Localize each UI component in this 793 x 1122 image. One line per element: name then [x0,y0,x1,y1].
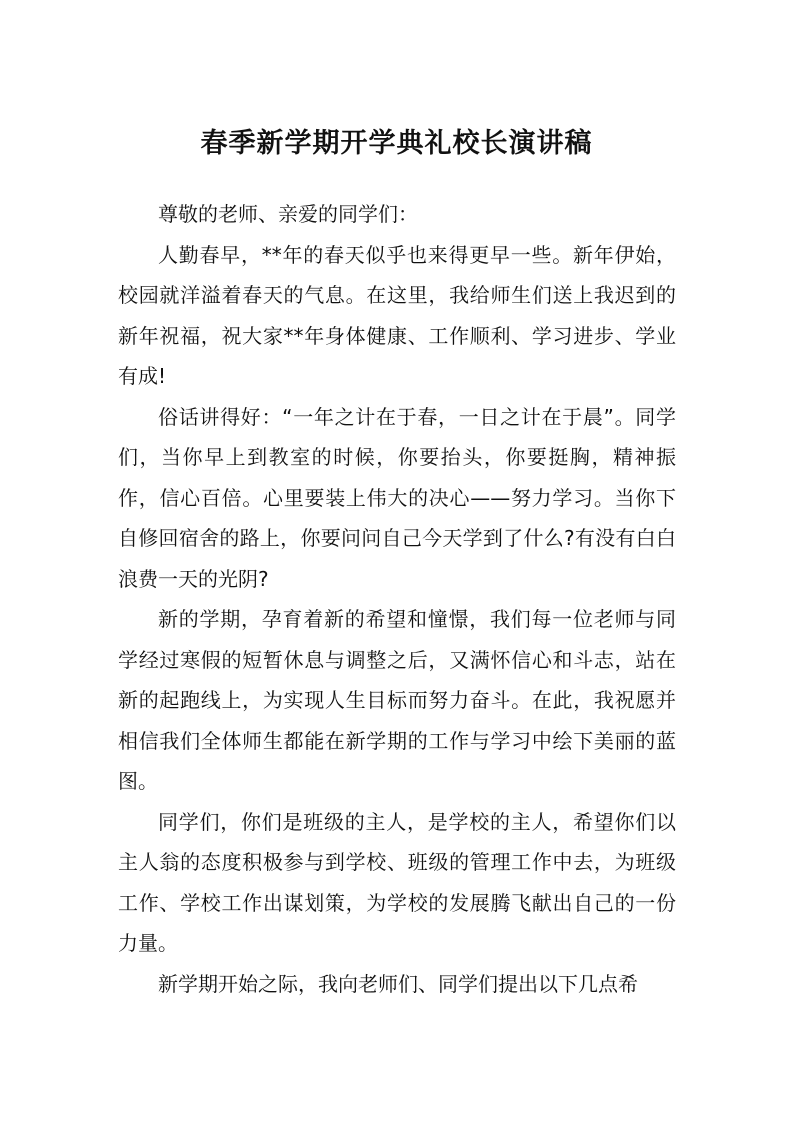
paragraph-salutation: 尊敬的老师、亲爱的同学们： [158,202,418,226]
paragraph: 俗话讲得好：“一年之计在于春，一日之计在于晨”。同学们，当你早上到教室的时候，你要抬头，你要挺胸，精神振作，信心百倍。心里要装上伟大的决心——努力学习。当你下自修回宿舍的路上，你要问问自己今天学到了什么?有没有白白浪费一天的光阴? [118,404,676,591]
document-title: 春季新学期开学典礼校长演讲稿 [200,128,593,159]
document-body [118,194,676,1004]
paragraph: 同学们，你们是班级的主人，是学校的主人，希望你们以主人翁的态度积极参与到学校、班级的管理工作中去，为班级工作、学校工作出谋划策，为学校的发展腾飞献出自己的一份力量。 [118,809,676,955]
paragraph: 新的学期，孕育着新的希望和憧憬，我们每一位老师与同学经过寒假的短暂休息与调整之后，又满怀信心和斗志，站在新的起跑线上，为实现人生目标而努力奋斗。在此，我祝愿并相信我们全体师生都能在新学期的工作与学习中绘下美丽的蓝图。 [118,607,676,793]
paragraph: 人勤春早，**年的春天似乎也来得更早一些。新年伊始，校园就洋溢着春天的气息。在这里，我给师生们送上我迟到的新年祝福，祝大家**年身体健康、工作顺利、学习进步、学业有成! [118,242,676,388]
paragraph: 新学期开始之际，我向老师们、同学们提出以下几点希 [158,971,638,996]
